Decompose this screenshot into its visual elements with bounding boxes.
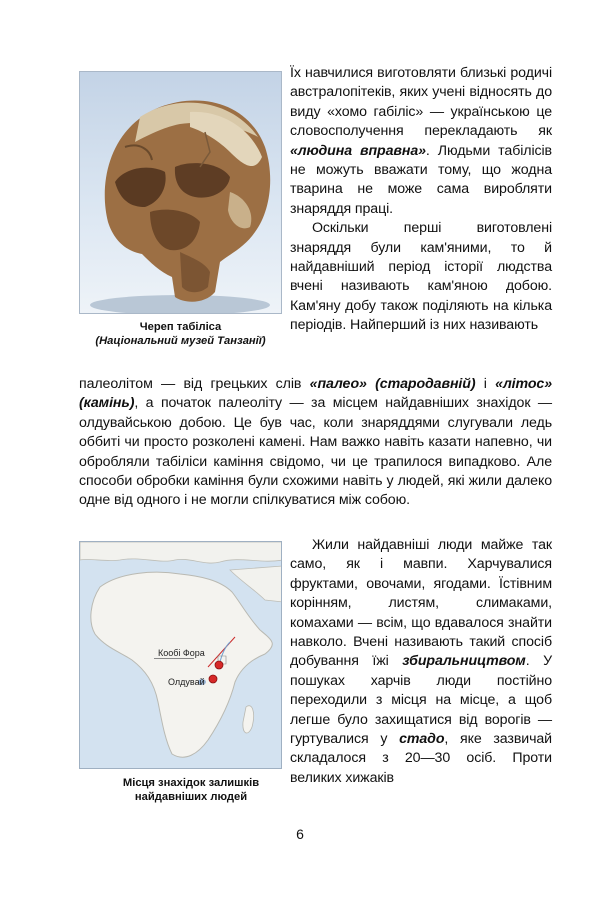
term-homo-dexterous: «людина вправна» — [290, 142, 426, 159]
skull-caption-title: Череп табіліса — [139, 321, 222, 333]
map-caption-line2: найдавніших людей — [134, 791, 248, 803]
paragraph-paleolithic: палеолітом — від грецьких слів «палео» (стародавній) і «літос» (камінь), а початок палеоліту — за місцем найдавніших знахідок — олдувайською добою. Це був час, коли знаряддями слугували ледь оббиті чи просто розколені камені. Нам важко навіть казати напевно, чи обробляли табіліси каміння свідомо, чи це трапилося випадково. Але способи обробки каміння були схожими навіть у людей, які жили далеко одне від одного і не могли спілкуватися між собою. — [79, 376, 552, 509]
paragraph-habilis: Їх навчилися виготовляти близькі родичі австралопітеків, яких учені відносять до виду «хомо габіліс» — українською це словосполучення перекладають як «людина вправна». Людьми табілісів не можуть вважати тому, що жодна тварина не може сама виробляти знаряддя праці. Оскільки перші виготовлені знаряддя були кам'яними, то й найдавніший період історії людства вчені називають кам'яною добою. Кам'яну добу також поділяють на кілька періодів. Найперший із них називають — [290, 64, 552, 336]
term-lithos: «літос» (камінь) — [79, 376, 552, 412]
map-label-koobi-fora: Кообі Фора — [158, 648, 205, 658]
skull-caption-source: (Національний музей Танзанії) — [95, 335, 266, 347]
map-caption — [96, 776, 286, 804]
term-gathering: збиральництвом — [402, 653, 526, 670]
page-number: 6 — [296, 826, 304, 842]
map-label-olduvai: Олдувай — [168, 677, 205, 687]
map-caption-line1: Місця знахідок залишків — [122, 777, 260, 789]
term-paleo: «палео» (стародавній) — [309, 376, 476, 392]
paragraph-gathering: Жили найдавніші люди майже так само, як і мавпи. Харчувалися фруктами, овочами, ягодами. Їстівним корінням, листям, слимаками, комахами — всім, що вдавалося знайти навколо. Вчені називають такий спосіб добування їжі збиральництвом. У пошуках харчів люди постійно переходили з місця на місце, а щоб легше було захищатися від ворогів — гуртувалися у стадо, яке зазвичай складалося з 20—30 осіб. Проти великих хижаків — [290, 537, 553, 786]
term-herd: стадо — [399, 731, 445, 748]
skull-photo-caption — [79, 320, 282, 348]
africa-map — [79, 541, 282, 769]
skull-photo — [79, 71, 282, 314]
paragraph-stone-age: Оскільки перші виготовлені знаряддя були кам'яними, то й найдавніший період історії людства вчені називають кам'яною добою. Кам'яну добу також поділяють на кілька періодів. Найперший із них називають — [290, 220, 552, 334]
